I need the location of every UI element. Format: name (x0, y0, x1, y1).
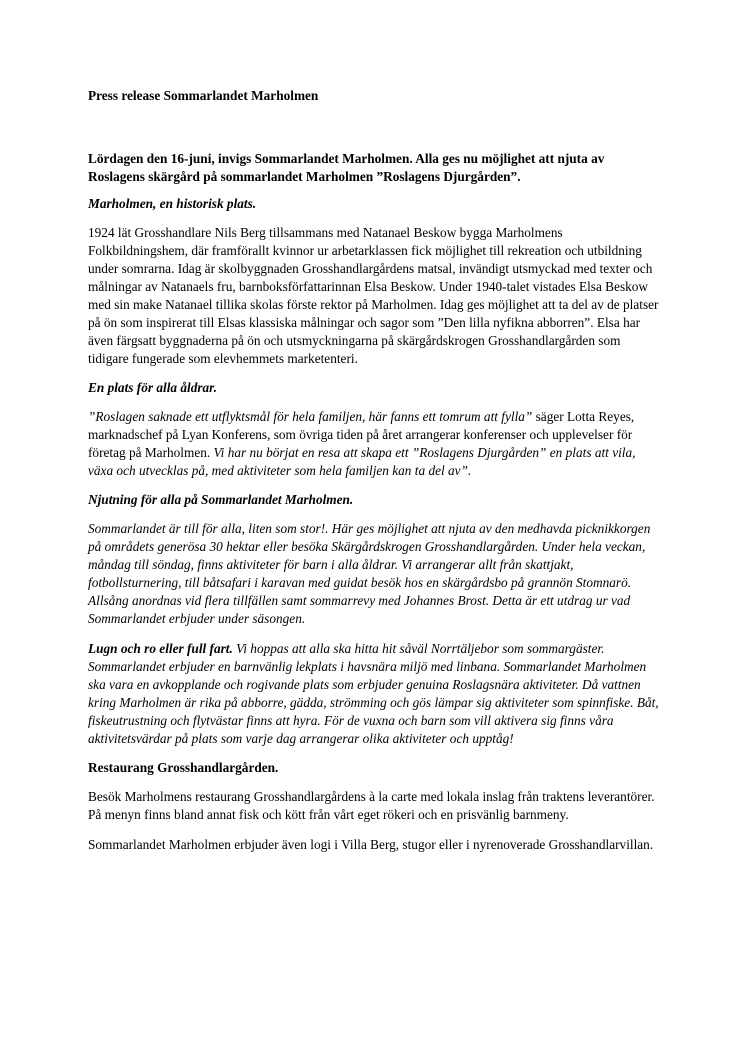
quote-lotta-reyes: ”Roslagen saknade ett utflyktsmål för hela familjen, här fanns ett tomrum att fylla” (88, 409, 533, 424)
history-body: 1924 lät Grosshandlare Nils Berg tillsammans med Natanael Beskow bygga Marholmens Folkbildningshem, där framförallt kvinnor ur arbetarklassen fick möjlighet till rekreation och utbildning under somrarna. Idag är skolbyggnaden Grosshandlargårdens matsal, invändigt utsmyckad med texter och målningar av Natanaels fru, barnboksförfattarinnan Elsa Beskow. Under 1940-talet vistades Elsa Beskow med sin make Natanael tillika skolas förste rektor på Marholmen. Idag ges möjlighet att ta del av de platser på ön som inspirerat till Elsas klassiska målningar och sagor som ”Den lilla nyfikna abborren”. Elsa har även färgsatt byggnaderna på ön och utsmyckningarna på skärgårdskrogen Grosshandlargården som tidigare fungerade som elevhemmets marketenteri. (88, 225, 659, 366)
calm-lead: Lugn och ro eller full fart. (88, 641, 233, 656)
quote-attribution: säger Lotta Reyes, marknadschef på Lyan Konferens, som övriga tiden på året arrangerar konferenser och upplevelser för företag på Marholmen. (88, 409, 635, 460)
document-page (88, 88, 660, 854)
all-ages-heading: En plats för alla åldrar. (88, 380, 217, 395)
enjoyment-body: Sommarlandet är till för alla, liten som stor!. Här ges möjlighet att njuta av den medhavda picknikkorgen på områdets generösa 30 hektar eller besöka Skärgårdskrogen Grosshandlargården. Under hela veckan, måndag till söndag, finns aktiviteter för barn i alla åldrar. Vi arrangerar allt från skattjakt, fotbollsturnering, till båtsafari i karavan med guidat besök hos en skärgårdsbo på grannön Stomnarö. Allsång anordnas vid flera tillfällen samt sommarrevy med Johannes Brost. Detta är ett utdrag ur vad Sommarlandet erbjuder under säsongen. (88, 521, 651, 626)
lead-paragraph: Lördagen den 16-juni, invigs Sommarlandet Marholmen. Alla ges nu möjlighet att njuta av Roslagens skärgård på sommarlandet Marholmen ”Roslagens Djurgården”. (88, 151, 605, 184)
history-heading: Marholmen, en historisk plats. (88, 196, 257, 211)
restaurant-body: Besök Marholmens restaurang Grosshandlargårdens à la carte med lokala inslag från traktens leverantörer. På menyn finns bland annat fisk och kött från vårt eget rökeri och en prisvänlig barnmeny. (88, 789, 655, 822)
document-title: Press release Sommarlandet Marholmen (88, 88, 319, 103)
lodging-body: Sommarlandet Marholmen erbjuder även logi i Villa Berg, stugor eller i nyrenoverade Grosshandlarvillan. (88, 837, 654, 852)
calm-paragraph (88, 640, 660, 748)
restaurant-heading: Restaurang Grosshandlargården. (88, 760, 279, 775)
quote-continuation: Vi har nu börjat en resa att skapa ett ”Roslagens Djurgården” en plats att vila, växa och utvecklas på, med aktiviteter som hela familjen kan ta del av”. (88, 445, 636, 478)
all-ages-body (88, 408, 660, 480)
enjoyment-heading: Njutning för alla på Sommarlandet Marholmen. (88, 492, 354, 507)
calm-body: Vi hoppas att alla ska hitta hit såväl Norrtäljebor som sommargäster. Sommarlandet erbjuder en barnvänlig lekplats i havsnära miljö med linbana. Sommarlandet Marholmen ska vara en avkopplande och rogivande plats som erbjuder genuina Roslagsnära aktiviteter. Då vattnen kring Marholmen är rika på abborre, gädda, strömming och gös lämpar sig aktiviteter som spinnfiske. Båt, fiskeutrustning och flytvästar finns att hyra. För de vuxna och barn som vill aktivera sig finns våra aktivitetsvärdar på plats som varje dag arrangerar olika aktiviteter och upptåg! (88, 641, 659, 746)
